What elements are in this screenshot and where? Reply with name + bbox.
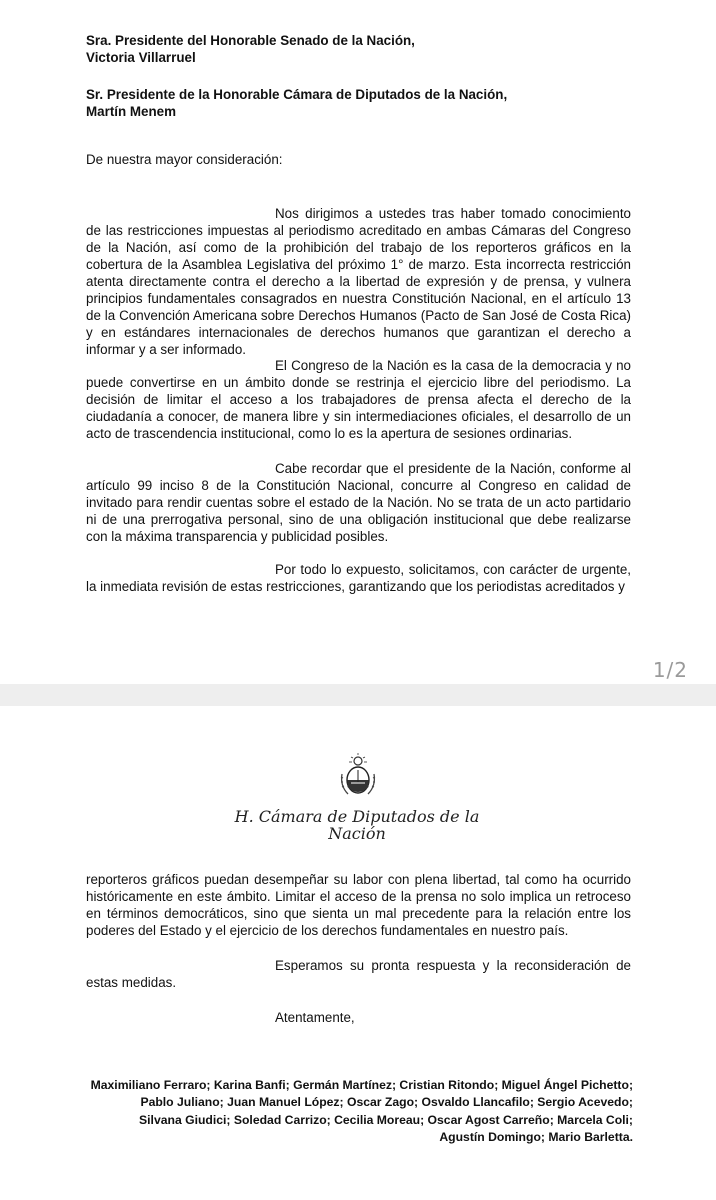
paragraph-1 (86, 205, 631, 358)
recipient-senate-name: Victoria Villarruel (86, 50, 196, 65)
valediction: Atentamente, (275, 1010, 355, 1025)
recipient-chamber (86, 86, 507, 120)
paragraph-4-text: Por todo lo expuesto, solicitamos, con carácter de urgente, la inmediata revisión de estas restricciones, garantizando que los periodistas acreditados y (86, 562, 631, 594)
signers-line: Agustín Domingo; Mario Barletta. (439, 1130, 633, 1145)
salutation: De nuestra mayor consideración: (86, 152, 283, 167)
signers-line: Pablo Juliano; Juan Manuel López; Oscar Zago; Osvaldo Llancafilo; Sergio Acevedo; (140, 1095, 633, 1110)
paragraph-3 (86, 460, 631, 545)
continuation-paragraph: reporteros gráficos puedan desempeñar su labor con plena libertad, tal como ha ocurrido históricamente en este ámbito. Limitar el acceso de la prensa no solo implica un retroceso en términos democráticos, sino que sienta un mal precedente para la relación entre los poderes del Estado y el ejercicio de los derechos fundamentales en nuestro país. (86, 872, 631, 938)
paragraph-1-text: Nos dirigimos a ustedes tras haber tomado conocimiento de las restricciones impuestas al periodismo acreditado en ambas Cámaras del Congreso de la Nación, así como de la prohibición del trabajo de los reporteros gráficos en la cobertura de la Asamblea Legislativa del próximo 1° de marzo. Esta incorrecta restricción atenta directamente contra el derecho a la libertad de expresión y de prensa, y vulnera principios fundamentales consagrados en nuestra Constitución Nacional, en el artículo 13 de la Convención Americana sobre Derechos Humanos (Pacto de San José de Costa Rica) y en estándares internacionales de derechos humanos que garantizan el derecho a informar y a ser informado. (86, 206, 631, 357)
recipient-senate (86, 32, 415, 66)
signers-line: Maximiliano Ferraro; Karina Banfi; Germán Martínez; Cristian Ritondo; Miguel Ángel Pichetto; (90, 1078, 633, 1092)
coat-of-arms-icon (339, 752, 377, 798)
paragraph-2-text: El Congreso de la Nación es la casa de la democracia y no puede convertirse en un ámbito donde se restrinja el ejercicio libre del periodismo. La decisión de limitar el acceso a los trabajadores de prensa afecta el derecho de la ciudadanía a conocer, de manera libre y sin intermediaciones oficiales, el desarrollo de un acto de trascendencia institucional, como lo es la apertura de sesiones ordinarias. (86, 358, 631, 441)
paragraph-4 (86, 561, 631, 595)
signers-list (90, 1077, 633, 1147)
paragraph-3-text: Cabe recordar que el presidente de la Nación, conforme al artículo 99 inciso 8 de la Constitución Nacional, concurre al Congreso en calidad de invitado para rendir cuentas sobre el estado de la Nación. No se trata de un acto partidario ni de una prerrogativa personal, sino de una obligación institucional que debe realizarse con la máxima transparencia y publicidad posibles. (86, 461, 631, 544)
letterhead-chamber-name: H. Cámara de Diputados de la Nación (234, 807, 480, 843)
closing-paragraph-text: Esperamos su pronta respuesta y la reconsideración de estas medidas. (86, 958, 631, 990)
recipient-chamber-name: Martín Menem (86, 104, 177, 119)
page-indicator: 1/2 (652, 658, 688, 682)
page-separator (0, 684, 716, 706)
signers-line: Silvana Giudici; Soledad Carrizo; Cecilia Moreau; Oscar Agost Carreño; Marcela Coli; (139, 1112, 633, 1127)
closing-paragraph (86, 957, 631, 991)
recipient-chamber-title: Sr. Presidente de la Honorable Cámara de Diputados de la Nación, (86, 87, 508, 102)
paragraph-2 (86, 357, 631, 442)
recipient-senate-title: Sra. Presidente del Honorable Senado de la Nación, (86, 33, 415, 48)
